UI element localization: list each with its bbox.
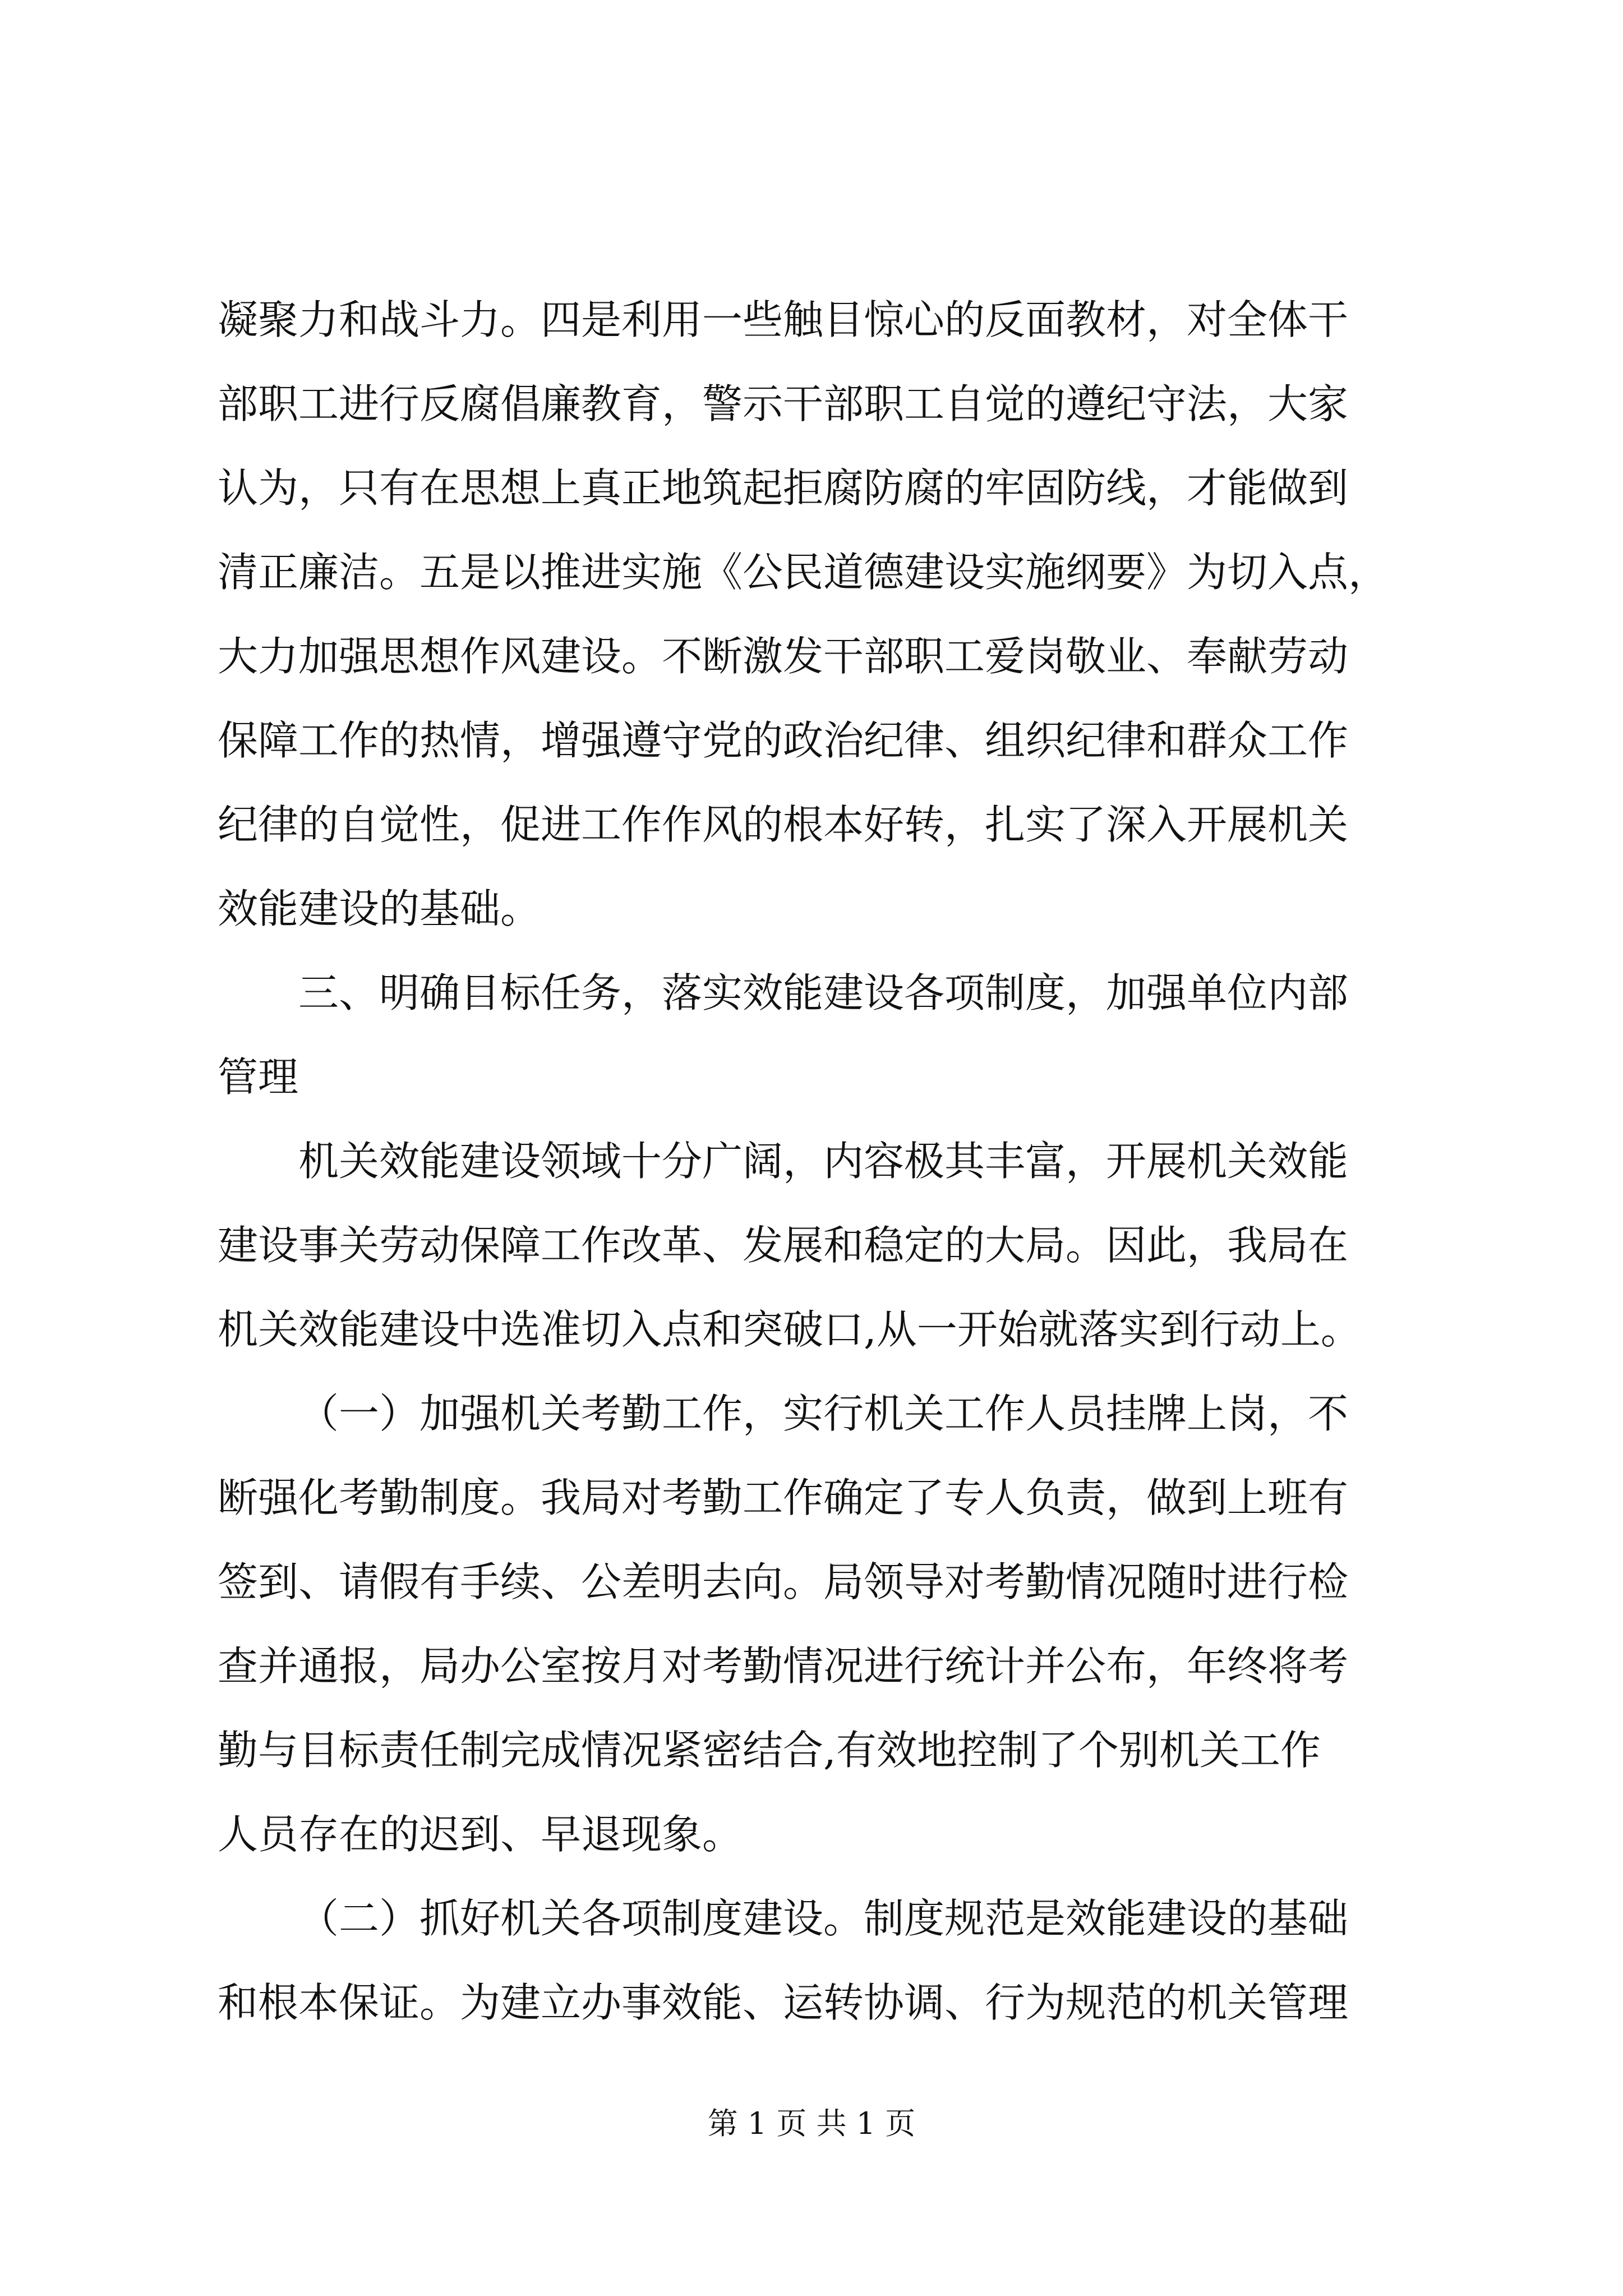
page-number-footer: 第 1 页 共 1 页 bbox=[707, 2106, 916, 2141]
text-line: 机关效能建设中选准切入点和突破口,从一开始就落实到行动上。 bbox=[218, 1306, 1361, 1353]
text-line: 机关效能建设领域十分广阔，内容极其丰富，开展机关效能 bbox=[298, 1138, 1349, 1185]
text-line: 保障工作的热情，增强遵守党的政治纪律、组织纪律和群众工作 bbox=[218, 717, 1349, 764]
text-line: （一）加强机关考勤工作，实行机关工作人员挂牌上岗，不 bbox=[298, 1390, 1349, 1437]
text-line: 和根本保证。为建立办事效能、运转协调、行为规范的机关管理 bbox=[218, 1979, 1349, 2026]
text-line: 清正廉洁。五是以推进实施《公民道德建设实施纲要》为切入点， bbox=[218, 549, 1389, 596]
text-line: 签到、请假有手续、公差明去向。局领导对考勤情况随时进行检 bbox=[218, 1558, 1349, 1605]
text-line: 凝聚力和战斗力。四是利用一些触目惊心的反面教材，对全体干 bbox=[218, 296, 1349, 343]
text-line: 查并通报，局办公室按月对考勤情况进行统计并公布，年终将考 bbox=[218, 1642, 1349, 1690]
text-line: 勤与目标责任制完成情况紧密结合,有效地控制了个别机关工作 bbox=[218, 1727, 1321, 1774]
text-line: 建设事关劳动保障工作改革、发展和稳定的大局。因此，我局在 bbox=[218, 1222, 1349, 1269]
text-line: 人员存在的迟到、早退现象。 bbox=[218, 1811, 743, 1858]
text-line: 部职工进行反腐倡廉教育，警示干部职工自觉的遵纪守法，大家 bbox=[218, 380, 1349, 427]
section-heading-continued: 管理 bbox=[218, 1053, 299, 1101]
section-heading: 三、明确目标任务，落实效能建设各项制度，加强单位内部 bbox=[298, 969, 1349, 1016]
text-line: 断强化考勤制度。我局对考勤工作确定了专人负责，做到上班有 bbox=[218, 1474, 1349, 1521]
text-line: 纪律的自觉性，促进工作作风的根本好转，扎实了深入开展机关 bbox=[218, 801, 1349, 848]
text-line: 效能建设的基础。 bbox=[218, 885, 541, 932]
text-line: 大力加强思想作风建设。不断激发干部职工爱岗敬业、奉献劳动 bbox=[218, 633, 1349, 680]
text-line: 认为，只有在思想上真正地筑起拒腐防腐的牢固防线，才能做到 bbox=[218, 464, 1349, 512]
text-line: （二）抓好机关各项制度建设。制度规范是效能建设的基础 bbox=[298, 1895, 1349, 1942]
